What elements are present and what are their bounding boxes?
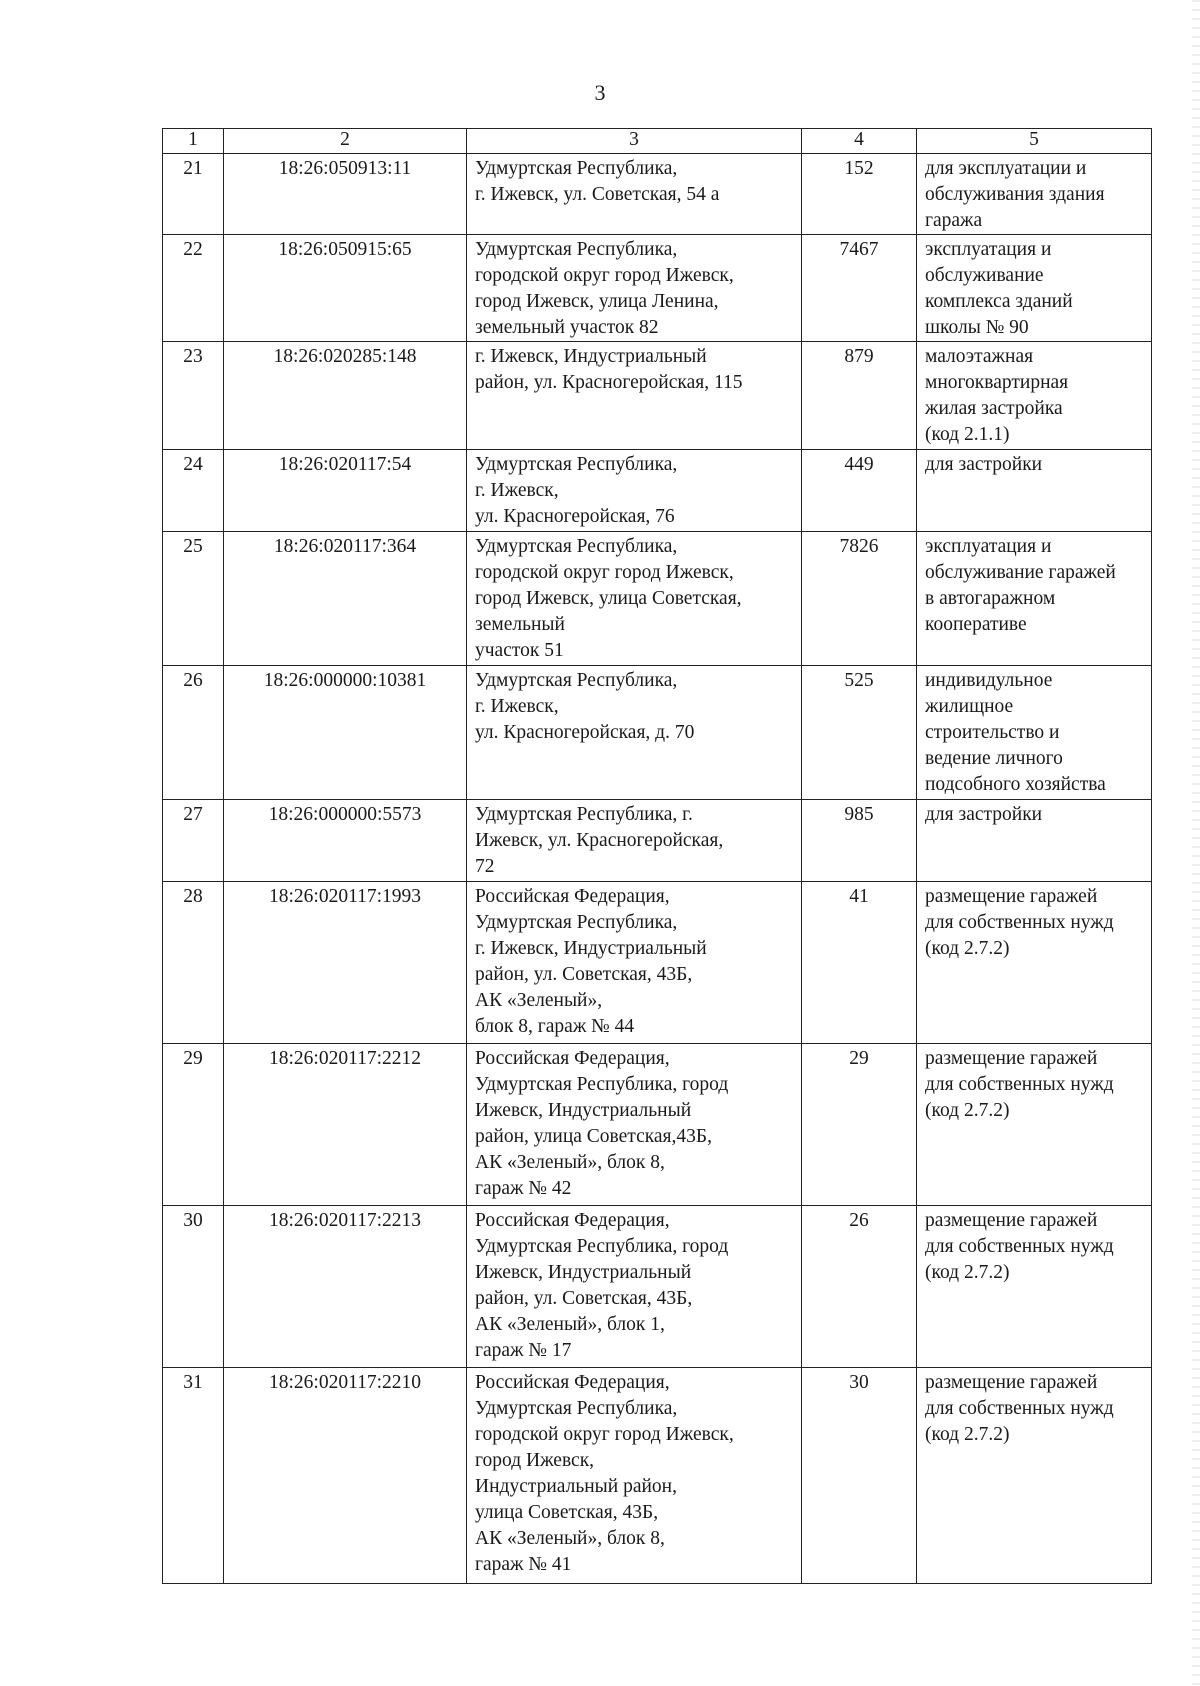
- address: Российская Федерация, Удмуртская Республика, город Ижевск, Индустриальный район, ул. Советская, 43Б, АК «Зеленый», блок 1, гараж № 17: [467, 1206, 802, 1368]
- page-number: 3: [594, 80, 606, 105]
- area: 985: [802, 800, 917, 882]
- table-row: [163, 1044, 1152, 1206]
- address: Удмуртская Республика, г. Ижевск, ул. Красногеройская, д. 70: [467, 666, 802, 800]
- cadastral-number: 18:26:020117:54: [224, 450, 467, 532]
- permitted-use: для застройки: [917, 450, 1152, 532]
- permitted-use: для эксплуатации и обслуживания здания гаража: [917, 154, 1152, 235]
- scan-edge-artifact: [1192, 0, 1200, 1686]
- area: 41: [802, 882, 917, 1044]
- table-header-row: [163, 129, 1152, 154]
- cadastral-number: 18:26:020117:364: [224, 532, 467, 666]
- header-col-4: 4: [802, 129, 917, 154]
- row-number: 22: [163, 235, 224, 342]
- row-number: 23: [163, 342, 224, 450]
- permitted-use: размещение гаражей для собственных нужд (код 2.7.2): [917, 1044, 1152, 1206]
- permitted-use: эксплуатация и обслуживание комплекса зданий школы № 90: [917, 235, 1152, 342]
- permitted-use: размещение гаражей для собственных нужд (код 2.7.2): [917, 1206, 1152, 1368]
- address: Удмуртская Республика, городской округ город Ижевск, город Ижевск, улица Ленина, земельный участок 82: [467, 235, 802, 342]
- row-number: 30: [163, 1206, 224, 1368]
- cadastral-number: 18:26:050913:11: [224, 154, 467, 235]
- cadastral-number: 18:26:020285:148: [224, 342, 467, 450]
- table-row: [163, 666, 1152, 800]
- permitted-use: размещение гаражей для собственных нужд (код 2.7.2): [917, 882, 1152, 1044]
- table-row: [163, 532, 1152, 666]
- cadastral-number: 18:26:020117:2210: [224, 1368, 467, 1584]
- permitted-use: для застройки: [917, 800, 1152, 882]
- address: г. Ижевск, Индустриальный район, ул. Красногеройская, 115: [467, 342, 802, 450]
- area: 525: [802, 666, 917, 800]
- table-row: [163, 800, 1152, 882]
- header-col-5: 5: [917, 129, 1152, 154]
- table-row: [163, 450, 1152, 532]
- area: 449: [802, 450, 917, 532]
- row-number: 24: [163, 450, 224, 532]
- row-number: 28: [163, 882, 224, 1044]
- address: Российская Федерация, Удмуртская Республика, г. Ижевск, Индустриальный район, ул. Советская, 43Б, АК «Зеленый», блок 8, гараж № 44: [467, 882, 802, 1044]
- row-number: 31: [163, 1368, 224, 1584]
- row-number: 29: [163, 1044, 224, 1206]
- cadastral-number: 18:26:000000:5573: [224, 800, 467, 882]
- area: 152: [802, 154, 917, 235]
- row-number: 21: [163, 154, 224, 235]
- table-row: [163, 1206, 1152, 1368]
- table-row: [163, 342, 1152, 450]
- cadastral-number: 18:26:050915:65: [224, 235, 467, 342]
- address: Удмуртская Республика, г. Ижевск, ул. Советская, 54 а: [467, 154, 802, 235]
- cadastral-number: 18:26:000000:10381: [224, 666, 467, 800]
- table-row: [163, 154, 1152, 235]
- row-number: 26: [163, 666, 224, 800]
- area: 879: [802, 342, 917, 450]
- header-col-2: 2: [224, 129, 467, 154]
- permitted-use: размещение гаражей для собственных нужд (код 2.7.2): [917, 1368, 1152, 1584]
- cadastral-number: 18:26:020117:2212: [224, 1044, 467, 1206]
- header-col-1: 1: [163, 129, 224, 154]
- table-body: [163, 154, 1152, 1584]
- cadastral-number: 18:26:020117:1993: [224, 882, 467, 1044]
- cadastral-number: 18:26:020117:2213: [224, 1206, 467, 1368]
- address: Удмуртская Республика, г. Ижевск, ул. Красногеройская, 72: [467, 800, 802, 882]
- address: Российская Федерация, Удмуртская Республика, город Ижевск, Индустриальный район, улица Советская,43Б, АК «Зеленый», блок 8, гараж № 42: [467, 1044, 802, 1206]
- permitted-use: малоэтажная многоквартирная жилая застройка (код 2.1.1): [917, 342, 1152, 450]
- table-row: [163, 882, 1152, 1044]
- area: 30: [802, 1368, 917, 1584]
- table-row: [163, 1368, 1152, 1584]
- address: Российская Федерация, Удмуртская Республика, городской округ город Ижевск, город Ижевск, Индустриальный район, улица Советская, 43Б, АК «Зеленый», блок 8, гараж № 41: [467, 1368, 802, 1584]
- permitted-use: эксплуатация и обслуживание гаражей в автогаражном кооперативе: [917, 532, 1152, 666]
- address: Удмуртская Республика, городской округ город Ижевск, город Ижевск, улица Советская, земельный участок 51: [467, 532, 802, 666]
- row-number: 27: [163, 800, 224, 882]
- permitted-use: индивидульное жилищное строительство и ведение личного подсобного хозяйства: [917, 666, 1152, 800]
- area: 26: [802, 1206, 917, 1368]
- area: 7467: [802, 235, 917, 342]
- header-col-3: 3: [467, 129, 802, 154]
- address: Удмуртская Республика, г. Ижевск, ул. Красногеройская, 76: [467, 450, 802, 532]
- row-number: 25: [163, 532, 224, 666]
- area: 7826: [802, 532, 917, 666]
- land-plots-table: [162, 128, 1152, 1584]
- table-row: [163, 235, 1152, 342]
- area: 29: [802, 1044, 917, 1206]
